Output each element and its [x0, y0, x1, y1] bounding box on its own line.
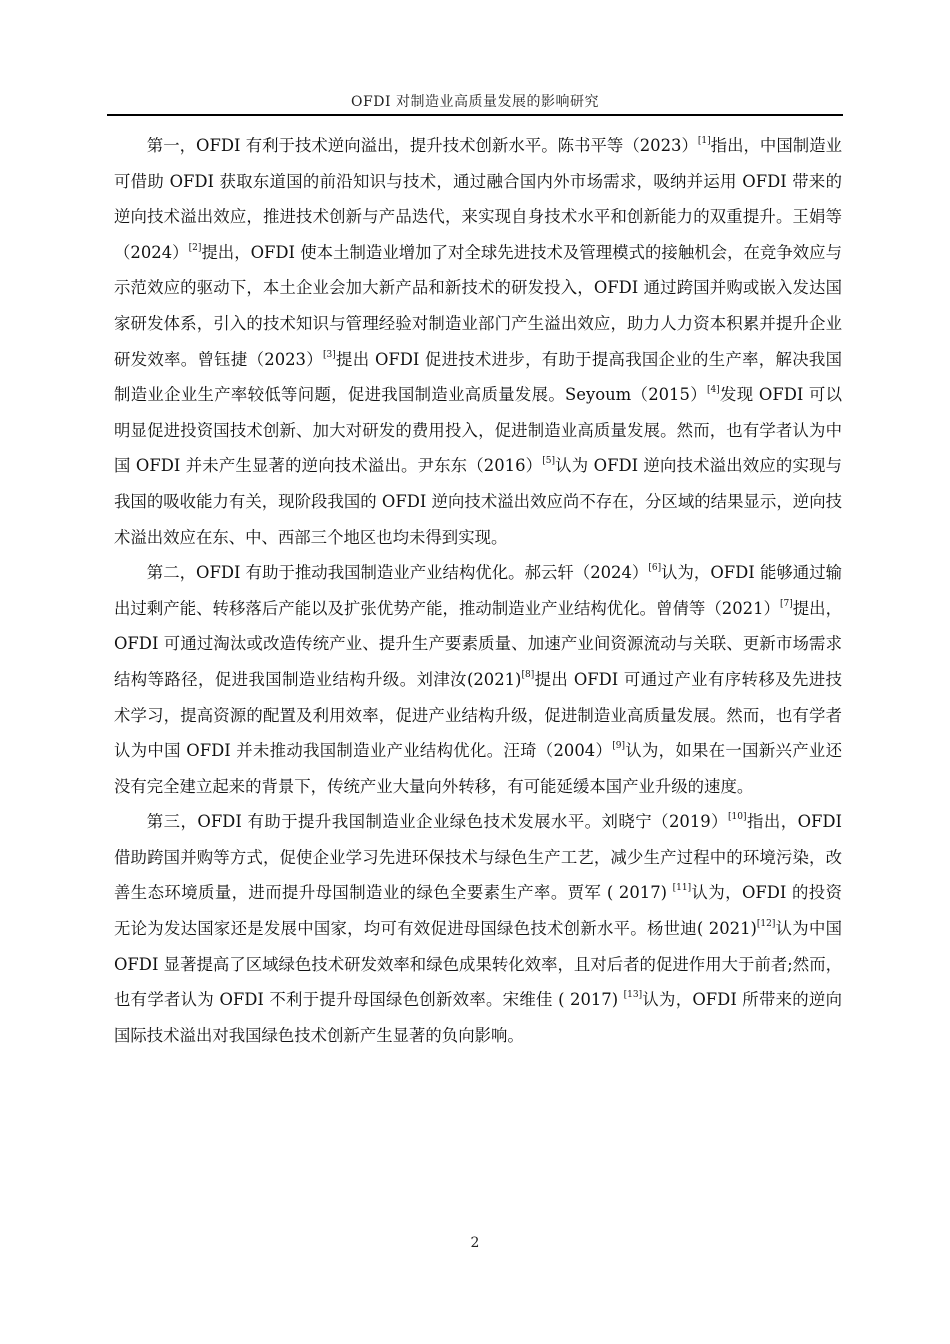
paragraph-text: 提出 OFDI 促进技术进步，有助于提高我国企业的生产率，解决我国制造业企业生产率较低等问题，促进我国制造业高质量发展。Seyoum（2015） — [114, 349, 842, 405]
paragraph-text: 指出，中国制造业可借助 OFDI 获取东道国的前沿知识与技术，通过融合国内外市场需求，吸纳并运用 OFDI 带来的逆向技术溢出效应，推进技术创新与产品迭代，来实现自身技术水平和创新能力的双重提升。王娟等（2024） — [114, 136, 842, 262]
paragraph-text: 认为 OFDI 逆向技术溢出效应的实现与我国的吸收能力有关，现阶段我国的 OFDI 逆向技术溢出效应尚不存在，分区域的结果显示，逆向技术溢出效应在东、中、西部三个地区也均未得到实现。 — [114, 456, 842, 547]
paragraph-text: 认为，OFDI 的投资无论为发达国家还是发展中国家，均可有效促进母国绿色技术创新水平。杨世迪( 2021) — [114, 883, 842, 939]
paragraph-text: 认为中国 OFDI 显著提高了区域绿色技术研发效率和绿色成果转化效率，且对后者的促进作用大于前者;然而，也有学者认为 OFDI 不利于提升母国绿色创新效率。宋维佳 ( 2017) — [114, 919, 842, 1010]
citation-marker: [6] — [648, 563, 662, 574]
citation-marker: [2] — [188, 242, 202, 253]
paragraph-text: 提出，OFDI 可通过淘汰或改造传统产业、提升生产要素质量、加速产业间资源流动与关联、更新市场需求结构等路径，促进我国制造业结构升级。刘津汝(2021) — [114, 598, 842, 689]
citation-marker: [11] — [672, 883, 692, 894]
citation-marker: [12] — [756, 919, 776, 930]
citation-marker: [10] — [728, 812, 747, 823]
paragraph-text: 认为，OFDI 能够通过输出过剩产能、转移落后产能以及扩张优势产能，推动制造业产业结构优化。曾倩等（2021） — [114, 563, 842, 618]
paragraph-text: 提出，OFDI 使本土制造业增加了对全球先进技术及管理模式的接触机会，在竞争效应与示范效应的驱动下，本土企业会加大新产品和新技术的研发投入，OFDI 通过跨国并购或嵌入发达国家研发体系，引入的技术知识与管理经验对制造业部门产生溢出效应，助力人力资本积累并提升企业研发效率。曾钰捷（2023） — [114, 242, 842, 369]
citation-marker: [4] — [706, 385, 720, 396]
body-paragraph — [114, 555, 842, 804]
citation-marker: [5] — [542, 456, 555, 467]
paragraph-text: 第一，OFDI 有利于技术逆向溢出，提升技术创新水平。陈书平等（2023） — [146, 136, 698, 155]
paragraph-text: 认为，OFDI 所带来的逆向国际技术溢出对我国绿色技术创新产生显著的负向影响。 — [114, 990, 842, 1045]
citation-marker: [8] — [521, 669, 535, 680]
citation-marker: [1] — [697, 136, 711, 146]
paragraph-text: 发现 OFDI 可以明显促进投资国技术创新、加大对研发的费用投入，促进制造业高质量发展。然而，也有学者认为中国 OFDI 并未产生显著的逆向技术溢出。尹东东（2016） — [114, 385, 842, 476]
paragraph-text: 第三，OFDI 有助于提升我国制造业企业绿色技术发展水平。刘晓宁（2019） — [146, 812, 729, 832]
header-rule — [107, 114, 843, 116]
paragraph-text: 提出 OFDI 可通过产业有序转移及先进技术学习，提高资源的配置及利用效率，促进产业结构升级，促进制造业高质量发展。然而，也有学者认为中国 OFDI 并未推动我国制造业产业结构优化。汪琦（2004） — [114, 669, 842, 761]
citation-marker: [9] — [612, 741, 625, 752]
body-text — [114, 128, 842, 1053]
page-number: 2 — [470, 1235, 480, 1251]
body-paragraph — [114, 128, 842, 555]
paragraph-text: 指出，OFDI 借助跨国并购等方式，促使企业学习先进环保技术与绿色生产工艺，减少生产过程中的环境污染，改善生态环境质量，进而提升母国制造业的绿色全要素生产率。贾军 ( 2017) — [114, 812, 842, 903]
citation-marker: [3] — [322, 349, 336, 360]
body-paragraph — [114, 804, 842, 1053]
running-header: OFDI 对制造业高质量发展的影响研究 — [351, 94, 599, 110]
citation-marker: [13] — [623, 990, 643, 1001]
paragraph-text: 认为，如果在一国新兴产业还没有完全建立起来的背景下，传统产业大量向外转移，有可能延缓本国产业升级的速度。 — [114, 741, 843, 796]
citation-marker: [7] — [779, 598, 793, 609]
paragraph-text: 第二，OFDI 有助于推动我国制造业产业结构优化。郝云轩（2024） — [146, 563, 649, 583]
